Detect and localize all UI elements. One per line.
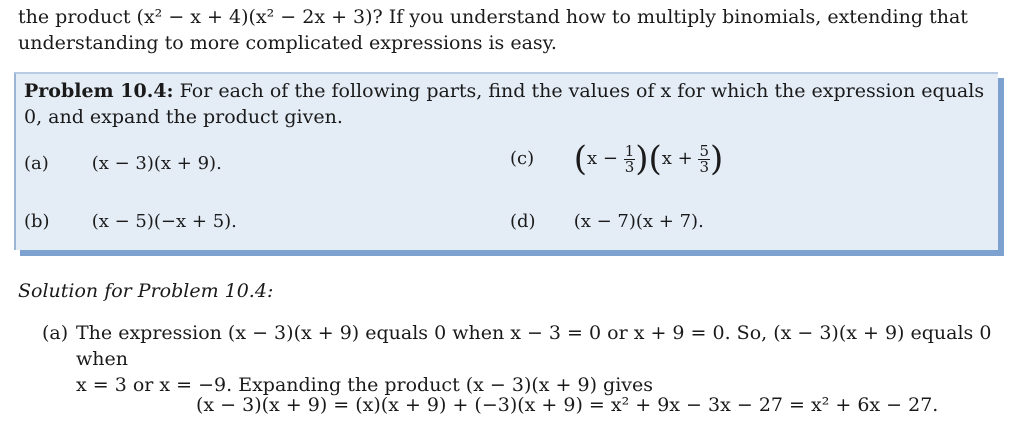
intro-line-1: the product (x² − x + 4)(x² − 2x + 3)? If you understand how to multiply binomials, extending that bbox=[18, 6, 968, 28]
solution-part-a-text bbox=[76, 320, 1016, 398]
right-paren-1: ) bbox=[635, 139, 649, 179]
intro-line-2: understanding to more complicated expressions is easy. bbox=[18, 32, 557, 54]
part-a bbox=[24, 152, 222, 176]
expansion-equation: (x − 3)(x + 9) = (x)(x + 9) + (−3)(x + 9) = x² + 9x − 3x − 27 = x² + 6x − 27. bbox=[196, 394, 939, 416]
intro-paragraph bbox=[18, 4, 1018, 56]
part-c bbox=[510, 139, 724, 179]
part-c-expression bbox=[573, 139, 724, 179]
problem-label: Problem 10.4: bbox=[24, 80, 174, 102]
fraction-five-thirds: $\frac{5}{3}$ bbox=[699, 141, 710, 176]
solution-part-a-line-1: The expression (x − 3)(x + 9) equals 0 when x − 3 = 0 or x + 9 = 0. So, (x − 3)(x + 9) equals 0 when bbox=[76, 322, 992, 370]
problem-heading bbox=[24, 78, 986, 130]
left-paren-1: ( bbox=[573, 139, 587, 179]
part-b-label: (b) bbox=[24, 211, 50, 232]
part-b-expression: (x − 5)(−x + 5). bbox=[91, 211, 237, 232]
solution-title: Solution for Problem 10.4: bbox=[18, 280, 274, 302]
solution-part-a-line-2: x = 3 or x = −9. Expanding the product (x − 3)(x + 9) gives bbox=[76, 374, 654, 396]
part-d bbox=[510, 210, 704, 234]
problem-statement: For each of the following parts, find the values of x for which the expression equals 0, and expand the product given. bbox=[24, 80, 985, 128]
part-b bbox=[24, 210, 237, 234]
part-c-prefix: x − bbox=[587, 148, 618, 169]
right-paren-2: ) bbox=[710, 139, 724, 179]
part-a-expression: (x − 3)(x + 9). bbox=[91, 153, 222, 174]
solution-part-a-label: (a) bbox=[42, 322, 69, 344]
fraction-one-third: $\frac{1}{3}$ bbox=[624, 141, 635, 176]
part-d-label: (d) bbox=[510, 211, 536, 232]
part-a-label: (a) bbox=[24, 153, 49, 174]
part-c-mid: x + bbox=[661, 148, 693, 169]
part-c-label: (c) bbox=[510, 148, 535, 169]
left-paren-2: ( bbox=[648, 139, 662, 179]
part-d-expression: (x − 7)(x + 7). bbox=[573, 211, 704, 232]
problem-box bbox=[14, 72, 998, 250]
